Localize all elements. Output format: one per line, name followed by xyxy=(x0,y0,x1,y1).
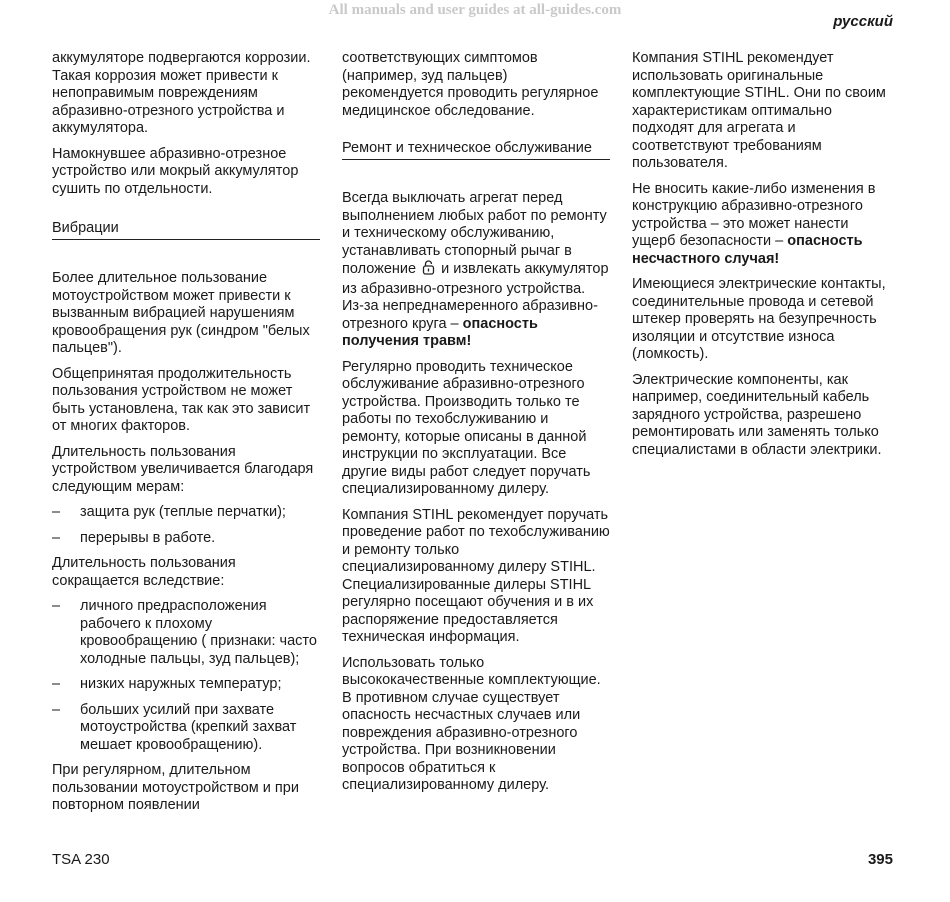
paragraph: При регулярном, длительном пользовании мотоустройством и при повторном появлении xyxy=(52,762,299,813)
list-item-text: низких наружных температур; xyxy=(80,676,282,692)
unlock-icon xyxy=(422,260,435,281)
paragraph: Имеющиеся электрические контакты, соединительные провода и сетевой штекер проверять на безупречность изоляции и отсутствие износа (ломкость). xyxy=(632,276,886,362)
dash-bullet: – xyxy=(52,701,61,718)
section-heading-repair: Ремонт и техническое обслуживание xyxy=(342,140,610,160)
watermark: All manuals and user guides at all-guides.com xyxy=(328,2,622,18)
paragraph: Намокнувшее абразивно-отрезное устройство или мокрый аккумулятор сушить по отдельности. xyxy=(52,145,299,197)
list-item xyxy=(52,530,320,548)
dash-bullet: – xyxy=(52,529,61,546)
list-item xyxy=(52,598,320,668)
list-item-text: перерывы в работе. xyxy=(80,529,216,546)
bullet-list xyxy=(52,598,320,754)
section-heading-vibration: Вибрации xyxy=(52,220,320,240)
list-item-text: больших усилий при захвате мотоустройства (крепкий захват мешает кровообращению). xyxy=(80,701,297,753)
paragraph: Регулярно проводить техническое обслуживание абразивно-отрезного устройства. Производить только те работы по техобслуживанию и ремонту, которые описаны в данной инструкции по эксплуатации. Все другие виды работ следует поручать специализированному дилеру. xyxy=(342,358,591,497)
paragraph: соответствующих симптомов (например, зуд пальцев) рекомендуется проводить регулярное медицинское обследование. xyxy=(342,50,599,119)
page-number: 395 xyxy=(867,851,893,868)
paragraph: Электрические компоненты, как например, соединительный кабель зарядного устройства, разрешено ремонтировать или заменять только специалистами в области электрики. xyxy=(632,371,882,458)
text-run: Не вносить какие-либо изменения в конструкцию абразивно-отрезного устройства – это может нанести ущерб безопасности – xyxy=(632,180,876,249)
warning-text: опасность получения травм! xyxy=(342,315,538,349)
paragraph: Общепринятая продолжительность пользования устройством не может быть установлена, так как это зависит от многих факторов. xyxy=(52,365,311,434)
paragraph: Более длительное пользование мотоустройством может привести к вызванным вибрацией нарушениям кровообращения рук (синдром "белых пальцев"). xyxy=(52,270,310,356)
dash-bullet: – xyxy=(52,504,61,520)
dash-bullet: – xyxy=(52,676,61,692)
list-item xyxy=(52,702,320,755)
paragraph: Компания STIHL рекомендует поручать проведение работ по техобслуживанию и ремонту только специализированному дилеру STIHL. Специализированные дилеры STIHL регулярно посещают обучения и в их распоряжение предоставляется техническая информация. xyxy=(342,506,610,645)
paragraph xyxy=(342,190,610,351)
list-item xyxy=(52,504,320,522)
paragraph: Длительность пользования сокращается вследствие: xyxy=(52,555,236,589)
paragraph: Использовать только высококачественные комплектующие. В противном случае существует опасность несчастных случаев или повреждения абразивно-отрезного устройства. При возникновении вопросов обратиться к специализированному дилеру. xyxy=(342,654,601,793)
list-item xyxy=(52,676,320,694)
bullet-list xyxy=(52,504,320,547)
paragraph: Длительность пользования устройством увеличивается благодаря следующим мерам: xyxy=(52,443,314,495)
paragraph: аккумуляторе подвергаются коррозии. Такая коррозия может привести к непоправимым повреждениям абразивно-отрезного устройства и аккумулятора. xyxy=(52,50,311,136)
column-1 xyxy=(52,50,320,823)
list-item-text: личного предрасположения рабочего к плохому кровообращению ( признаки: часто холодные пальцы, зуд пальцев); xyxy=(80,598,317,667)
text-run: и извлекать аккумулятор из абразивно-отрезного устройства. Из-за непреднамеренного абразивно-отрезного круга – xyxy=(342,261,609,332)
column-3 xyxy=(632,50,894,467)
model-name: TSA 230 xyxy=(52,851,110,868)
paragraph: Компания STIHL рекомендует использовать оригинальные комплектующие STIHL. Они по своим характеристикам оптимально подходят для агрегата и соответствуют требованиям пользователя. xyxy=(632,50,886,171)
text-run: Всегда выключать агрегат перед выполнением любых работ по ремонту и техническому обслуживанию, устанавливать стопорный рычаг в положение xyxy=(342,190,607,277)
dash-bullet: – xyxy=(52,598,61,614)
list-item-text: защита рук (теплые перчатки); xyxy=(80,504,286,520)
language-label: русский xyxy=(833,13,893,30)
column-2 xyxy=(342,50,610,803)
paragraph xyxy=(632,181,894,269)
warning-text: опасность несчастного случая! xyxy=(632,233,863,267)
